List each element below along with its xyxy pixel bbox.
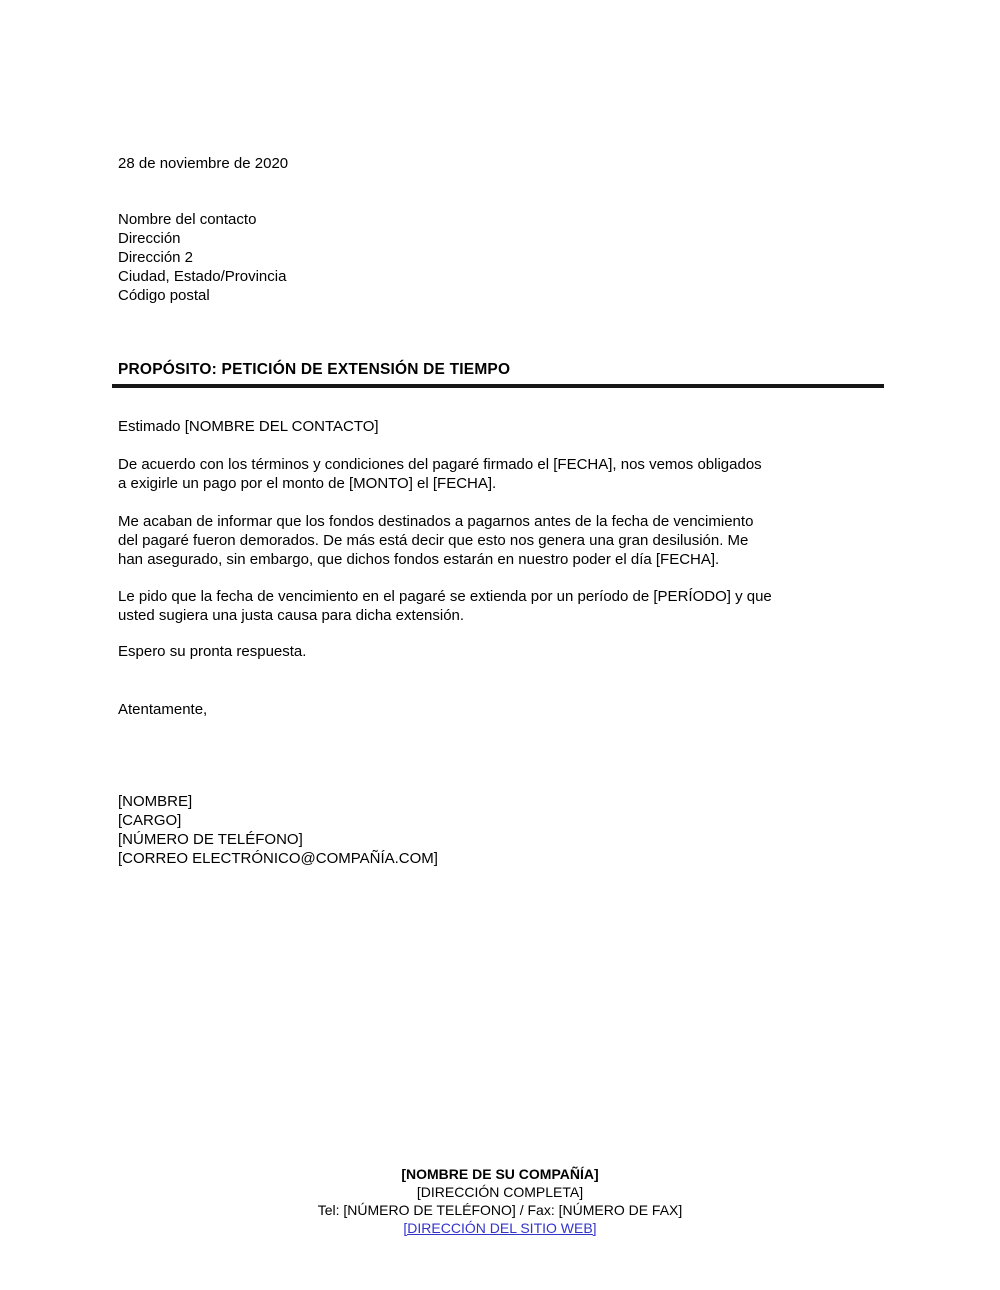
footer-block	[0, 1165, 1000, 1237]
paragraph-line: Me acaban de informar que los fondos destinados a pagarnos antes de la fecha de vencimiento	[118, 513, 754, 530]
paragraph-awaiting-reply	[118, 642, 306, 661]
subject-heading: PROPÓSITO: PETICIÓN DE EXTENSIÓN DE TIEMPO	[118, 361, 511, 378]
footer-address: [DIRECCIÓN COMPLETA]	[416, 1184, 584, 1200]
paragraph-line: a exigirle un pago por el monto de [MONTO] el [FECHA].	[118, 475, 497, 492]
closing: Atentamente,	[118, 701, 208, 718]
signature-name: [NOMBRE]	[118, 793, 193, 810]
paragraph-line: han asegurado, sin embargo, que dichos fondos estarán en nuestro poder el día [FECHA].	[118, 551, 720, 568]
footer-tel-fax: Tel: [NÚMERO DE TELÉFONO] / Fax: [NÚMERO DE FAX]	[317, 1202, 683, 1218]
recipient-address-1: Dirección	[118, 230, 181, 247]
recipient-city-state: Ciudad, Estado/Provincia	[118, 268, 287, 285]
footer-website-link[interactable]: [DIRECCIÓN DEL SITIO WEB]	[403, 1220, 597, 1236]
signature-phone: [NÚMERO DE TELÉFONO]	[118, 831, 303, 848]
footer-company-name: [NOMBRE DE SU COMPAÑÍA]	[401, 1166, 599, 1182]
recipient-address-2: Dirección 2	[118, 249, 194, 266]
paragraph-line: Espero su pronta respuesta.	[118, 643, 307, 660]
paragraph-funds-delayed	[118, 512, 753, 569]
subject-divider	[112, 384, 884, 388]
recipient-block	[118, 210, 286, 305]
paragraph-terms	[118, 455, 762, 493]
recipient-name: Nombre del contacto	[118, 211, 257, 228]
signature-block	[118, 792, 438, 868]
paragraph-line: del pagaré fueron demorados. De más está decir que esto nos genera una gran desilusión. Me	[118, 532, 749, 549]
paragraph-line: De acuerdo con los términos y condiciones del pagaré firmado el [FECHA], nos vemos obligados	[118, 456, 762, 473]
signature-title: [CARGO]	[118, 812, 182, 829]
signature-email: [CORREO ELECTRÓNICO@COMPAÑÍA.COM]	[118, 850, 438, 867]
recipient-postal-code: Código postal	[118, 287, 210, 304]
paragraph-extension-request	[118, 587, 772, 625]
paragraph-line: Le pido que la fecha de vencimiento en el pagaré se extienda por un período de [PERÍODO] y que	[118, 588, 772, 605]
letter-date: 28 de noviembre de 2020	[118, 155, 289, 172]
paragraph-line: usted sugiera una justa causa para dicha extensión.	[118, 607, 465, 624]
salutation: Estimado [NOMBRE DEL CONTACTO]	[118, 418, 379, 435]
